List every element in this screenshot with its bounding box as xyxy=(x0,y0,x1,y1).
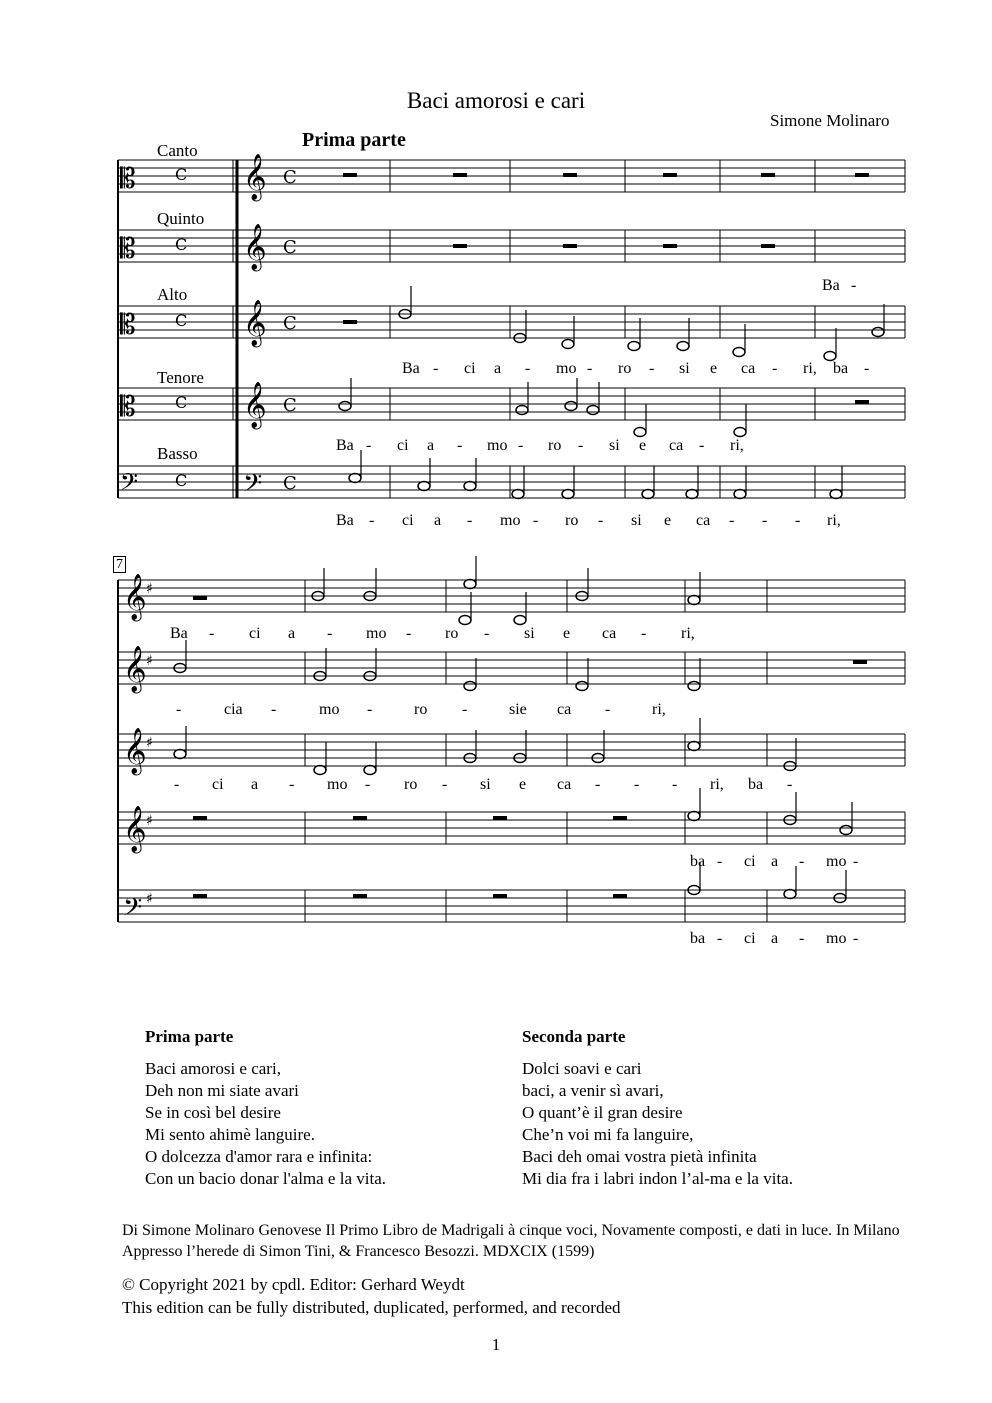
notehead xyxy=(314,766,326,775)
rest xyxy=(613,894,627,898)
lyric-syllable-canto: si xyxy=(524,625,535,642)
lyric-syllable-tenore: - xyxy=(799,853,805,870)
lyric-syllable-basso: e xyxy=(664,512,672,529)
rest xyxy=(493,816,507,820)
treble-clef: 𝄞 xyxy=(123,574,147,620)
lyric-syllable-alto: ba xyxy=(833,360,849,377)
lyric-syllable-basso: ci xyxy=(402,512,414,529)
lyric-syllable-alto: - xyxy=(587,360,593,377)
lyric-syllable-basso: Ba xyxy=(336,512,354,529)
incipit-time-signature: C xyxy=(175,311,188,330)
lyric-syllable-basso: - xyxy=(795,512,801,529)
lyric-syllable-quinto: mo xyxy=(319,701,340,718)
lyric-syllable-tenore: - xyxy=(518,437,524,454)
section-heading: Prima parte xyxy=(302,129,406,151)
lyric-syllable-canto: - xyxy=(209,625,215,642)
treble-clef: 𝄞 xyxy=(243,300,267,346)
staff-system2-voice5 xyxy=(118,890,905,922)
poem-heading: Prima parte xyxy=(145,1027,234,1046)
rest xyxy=(353,894,367,898)
lyric-syllable-basso: mo xyxy=(500,512,521,529)
notehead xyxy=(628,342,640,351)
lyric-syllable-alto: a xyxy=(251,776,259,793)
license-line: This edition can be fully distributed, duplicated, performed, and recorded xyxy=(122,1298,621,1317)
notehead xyxy=(830,490,842,499)
page-title: Baci amorosi e cari xyxy=(406,88,586,113)
copyright xyxy=(122,1273,621,1319)
rest xyxy=(353,816,367,820)
treble-clef: 𝄞 xyxy=(123,728,147,774)
notehead xyxy=(634,428,646,437)
rest xyxy=(343,173,357,177)
treble-clef: 𝄞 xyxy=(123,646,147,692)
lyric-syllable-alto: e xyxy=(710,360,718,377)
rest xyxy=(761,244,775,248)
lyric-syllable-alto: - xyxy=(787,776,793,793)
incipit-clef: 𝄡 xyxy=(120,162,136,195)
notehead xyxy=(418,482,430,491)
notehead xyxy=(174,750,186,759)
lyric-syllable-alto: - xyxy=(289,776,295,793)
rest xyxy=(453,173,467,177)
time-signature: C xyxy=(283,167,297,188)
lyric-syllable-tenore: a xyxy=(427,437,435,454)
poem-line: Se in così bel desire xyxy=(145,1103,281,1122)
notehead xyxy=(642,490,654,499)
rest xyxy=(855,173,869,177)
measure-number: 7 xyxy=(113,556,126,573)
poem-line: Mi sento ahimè languire. xyxy=(145,1125,315,1144)
lyric-syllable-basso: - xyxy=(762,512,768,529)
lyric-syllable-quinto: Ba xyxy=(822,277,840,294)
lyric-syllable-quinto: - xyxy=(367,701,373,718)
rest xyxy=(761,173,775,177)
notehead xyxy=(464,580,476,589)
lyric-syllable-alto: - xyxy=(174,776,180,793)
lyric-syllable-tenore: e xyxy=(639,437,647,454)
incipit-time-signature: C xyxy=(175,235,188,254)
rest xyxy=(563,173,577,177)
lyric-syllable-basso: si xyxy=(631,512,642,529)
notehead xyxy=(512,490,524,499)
lyric-syllable-tenore: mo xyxy=(826,853,847,870)
lyric-syllable-canto: a xyxy=(288,625,296,642)
lyric-syllable-alto: ca xyxy=(741,360,756,377)
lyric-syllable-quinto: - xyxy=(462,701,468,718)
lyric-syllable-alto: mo xyxy=(327,776,348,793)
notehead xyxy=(464,682,476,691)
lyric-syllable-tenore: mo xyxy=(487,437,508,454)
lyric-syllable-alto: ro xyxy=(618,360,632,377)
notehead xyxy=(686,490,698,499)
time-signature: C xyxy=(283,237,297,258)
treble-clef: 𝄞 xyxy=(123,806,147,852)
incipit-time-signature: C xyxy=(175,165,188,184)
lyric-syllable-basso: - xyxy=(598,512,604,529)
lyric-syllable-canto: ca xyxy=(602,625,617,642)
rest xyxy=(343,320,357,324)
voice-name-quinto: Quinto xyxy=(157,209,205,228)
notehead xyxy=(562,490,574,499)
notehead xyxy=(562,340,574,349)
lyric-syllable-alto: - xyxy=(672,776,678,793)
incipit-clef: 𝄡 xyxy=(120,390,136,423)
incipit-clef: 𝄡 xyxy=(120,308,136,341)
lyric-syllable-alto: - xyxy=(442,776,448,793)
lyric-syllable-basso: a xyxy=(434,512,442,529)
lyric-syllable-basso: ca xyxy=(696,512,711,529)
voice-name-basso: Basso xyxy=(157,444,198,463)
rest xyxy=(193,894,207,898)
lyric-syllable-quinto: sie xyxy=(509,701,527,718)
key-signature-sharp: ♯ xyxy=(146,891,153,907)
key-signature-sharp: ♯ xyxy=(146,735,153,751)
notehead xyxy=(459,616,471,625)
voice-name-canto: Canto xyxy=(157,141,198,160)
lyric-syllable-alto: Ba xyxy=(402,360,420,377)
lyric-syllable-alto: mo xyxy=(556,360,577,377)
rest xyxy=(563,244,577,248)
poem-line: Baci amorosi e cari, xyxy=(145,1059,281,1078)
notehead xyxy=(733,348,745,357)
lyric-syllable-basso: ba xyxy=(690,930,706,947)
lyric-syllable-alto: - xyxy=(864,360,870,377)
lyric-syllable-basso: - xyxy=(853,930,859,947)
poem-line: Baci deh omai vostra pietà infinita xyxy=(522,1147,757,1166)
lyric-syllable-canto: ri, xyxy=(681,625,695,642)
notehead xyxy=(688,596,700,605)
notehead xyxy=(677,342,689,351)
notehead xyxy=(734,428,746,437)
lyric-syllable-tenore: - xyxy=(853,853,859,870)
incipit-clef: 𝄡 xyxy=(120,232,136,265)
lyric-syllable-alto: - xyxy=(634,776,640,793)
lyric-syllable-tenore: a xyxy=(771,853,779,870)
key-signature-sharp: ♯ xyxy=(146,581,153,597)
staff-system2-voice3 xyxy=(118,734,905,766)
bass-clef: 𝄢 xyxy=(243,469,263,504)
lyric-syllable-tenore: ro xyxy=(548,437,562,454)
notehead xyxy=(516,406,528,415)
poem-line: Mi dia fra i labri indon l’al-ma e la vita. xyxy=(522,1169,793,1188)
lyric-syllable-tenore: Ba xyxy=(336,437,354,454)
incipit-time-signature: C xyxy=(175,393,188,412)
key-signature-sharp: ♯ xyxy=(146,813,153,829)
lyric-syllable-canto: mo xyxy=(366,625,387,642)
staves xyxy=(118,160,905,922)
lyric-syllable-tenore: - xyxy=(717,853,723,870)
lyric-syllable-alto: ci xyxy=(464,360,476,377)
lyric-syllable-alto: - xyxy=(365,776,371,793)
rest xyxy=(493,894,507,898)
lyric-syllable-alto: - xyxy=(595,776,601,793)
poem-line: O dolcezza d'amor rara e infinita: xyxy=(145,1147,373,1166)
treble-clef: 𝄞 xyxy=(243,224,267,270)
lyric-syllable-tenore: si xyxy=(609,437,620,454)
key-signature-sharp: ♯ xyxy=(146,653,153,669)
rest xyxy=(613,816,627,820)
lyric-syllable-quinto: ro xyxy=(414,701,428,718)
lyric-syllable-canto: Ba xyxy=(170,625,188,642)
lyric-syllable-alto: ca xyxy=(557,776,572,793)
lyric-syllable-quinto: ca xyxy=(557,701,572,718)
lyric-syllable-canto: - xyxy=(406,625,412,642)
notehead xyxy=(688,682,700,691)
rest xyxy=(193,816,207,820)
lyric-syllable-basso: ri, xyxy=(827,512,841,529)
lyric-syllable-canto: ro xyxy=(445,625,459,642)
notehead xyxy=(349,474,361,483)
lyric-syllable-tenore: - xyxy=(366,437,372,454)
voice-name-tenore: Tenore xyxy=(157,368,204,387)
lyric-syllable-canto: - xyxy=(641,625,647,642)
notehead xyxy=(565,402,577,411)
staff-system2-voice1 xyxy=(118,580,905,612)
lyric-syllable-basso: - xyxy=(533,512,539,529)
poem-line: Che’n voi mi fa languire, xyxy=(522,1125,694,1144)
lyric-syllable-tenore: ci xyxy=(744,853,756,870)
lyric-syllable-quinto: cia xyxy=(224,701,243,718)
poem-line: O quant’è il gran desire xyxy=(522,1103,683,1122)
lyric-syllable-tenore: ba xyxy=(690,853,706,870)
lyric-syllable-quinto: - xyxy=(176,701,182,718)
poem-line: Dolci soavi e cari xyxy=(522,1059,642,1078)
lyric-syllable-canto: - xyxy=(327,625,333,642)
lyric-syllable-basso: ro xyxy=(565,512,579,529)
time-signature: C xyxy=(283,313,297,334)
lyric-syllable-alto: si xyxy=(480,776,491,793)
lyric-syllable-basso: mo xyxy=(826,930,847,947)
notehead xyxy=(688,742,700,751)
rest xyxy=(663,244,677,248)
lyric-syllable-canto: ci xyxy=(249,625,261,642)
staff-system2-voice2 xyxy=(118,652,905,684)
lyric-syllable-quinto: - xyxy=(271,701,277,718)
lyric-syllable-tenore: - xyxy=(578,437,584,454)
lyric-syllable-basso: - xyxy=(467,512,473,529)
poem-line: Con un bacio donar l'alma e la vita. xyxy=(145,1169,386,1188)
treble-clef: 𝄞 xyxy=(243,382,267,428)
lyric-syllable-alto: ri, xyxy=(803,360,817,377)
rest xyxy=(453,244,467,248)
notehead xyxy=(872,328,884,337)
bass-clef: 𝄢 xyxy=(123,893,143,928)
copyright-line: © Copyright 2021 by cpdl. Editor: Gerhard Weydt xyxy=(122,1275,465,1294)
notehead xyxy=(784,890,796,899)
lyric-syllable-quinto: - xyxy=(851,277,857,294)
rest xyxy=(193,596,207,600)
page-number: 1 xyxy=(491,1335,501,1354)
notehead xyxy=(734,490,746,499)
treble-clef: 𝄞 xyxy=(243,154,267,200)
notehead xyxy=(587,406,599,415)
poem-prima-parte xyxy=(145,1027,386,1190)
lyric-syllable-tenore: ca xyxy=(669,437,684,454)
rest xyxy=(663,173,677,177)
lyric-syllable-alto: ro xyxy=(404,776,418,793)
lyric-syllable-alto: a xyxy=(494,360,502,377)
lyric-syllable-alto: ci xyxy=(212,776,224,793)
lyric-syllable-basso: a xyxy=(771,930,779,947)
poem-line: Deh non mi siate avari xyxy=(145,1081,299,1100)
notehead xyxy=(576,682,588,691)
incipit-clef: 𝄢 xyxy=(120,468,139,501)
source-note: Di Simone Molinaro Genovese Il Primo Libro de Madrigali à cinque voci, Novamente composti, e dati in luce. In Milano Appresso l’herede di Simon Tini, & Francesco Besozzi. MDXCIX (1599) xyxy=(122,1222,900,1260)
notehead xyxy=(364,766,376,775)
incipit-time-signature: C xyxy=(175,471,188,490)
lyric-syllable-quinto: - xyxy=(605,701,611,718)
notehead xyxy=(840,826,852,835)
composer-name: Simone Molinaro xyxy=(770,111,890,130)
lyric-syllable-tenore: - xyxy=(699,437,705,454)
notehead xyxy=(688,812,700,821)
lyric-syllable-canto: e xyxy=(563,625,571,642)
lyric-syllable-basso: - xyxy=(729,512,735,529)
lyric-syllable-quinto: ri, xyxy=(652,701,666,718)
lyric-syllable-tenore: ri, xyxy=(730,437,744,454)
lyric-syllable-alto: si xyxy=(679,360,690,377)
lyric-syllable-alto: ri, xyxy=(710,776,724,793)
lyric-syllable-alto: - xyxy=(649,360,655,377)
lyric-syllable-basso: - xyxy=(799,930,805,947)
poem-seconda-parte xyxy=(522,1027,793,1190)
lyric-syllable-alto: - xyxy=(525,360,531,377)
lyric-syllable-alto: ba xyxy=(748,776,764,793)
notehead xyxy=(464,482,476,491)
rest xyxy=(855,400,869,404)
lyric-syllable-tenore: - xyxy=(457,437,463,454)
lyric-syllable-basso: - xyxy=(717,930,723,947)
rest xyxy=(853,660,867,664)
lyric-syllable-canto: - xyxy=(484,625,490,642)
lyric-syllable-alto: e xyxy=(519,776,527,793)
notehead xyxy=(514,616,526,625)
notehead xyxy=(339,402,351,411)
voice-name-alto: Alto xyxy=(157,285,188,304)
lyric-syllable-alto: - xyxy=(772,360,778,377)
lyric-syllable-basso: ci xyxy=(744,930,756,947)
time-signature: C xyxy=(283,395,297,416)
time-signature: C xyxy=(283,473,297,494)
poem-line: baci, a venir sì avari, xyxy=(522,1081,664,1100)
lyric-syllable-basso: - xyxy=(369,512,375,529)
lyric-syllable-tenore: ci xyxy=(397,437,409,454)
lyric-syllable-alto: - xyxy=(433,360,439,377)
poem-heading: Seconda parte xyxy=(522,1027,626,1046)
